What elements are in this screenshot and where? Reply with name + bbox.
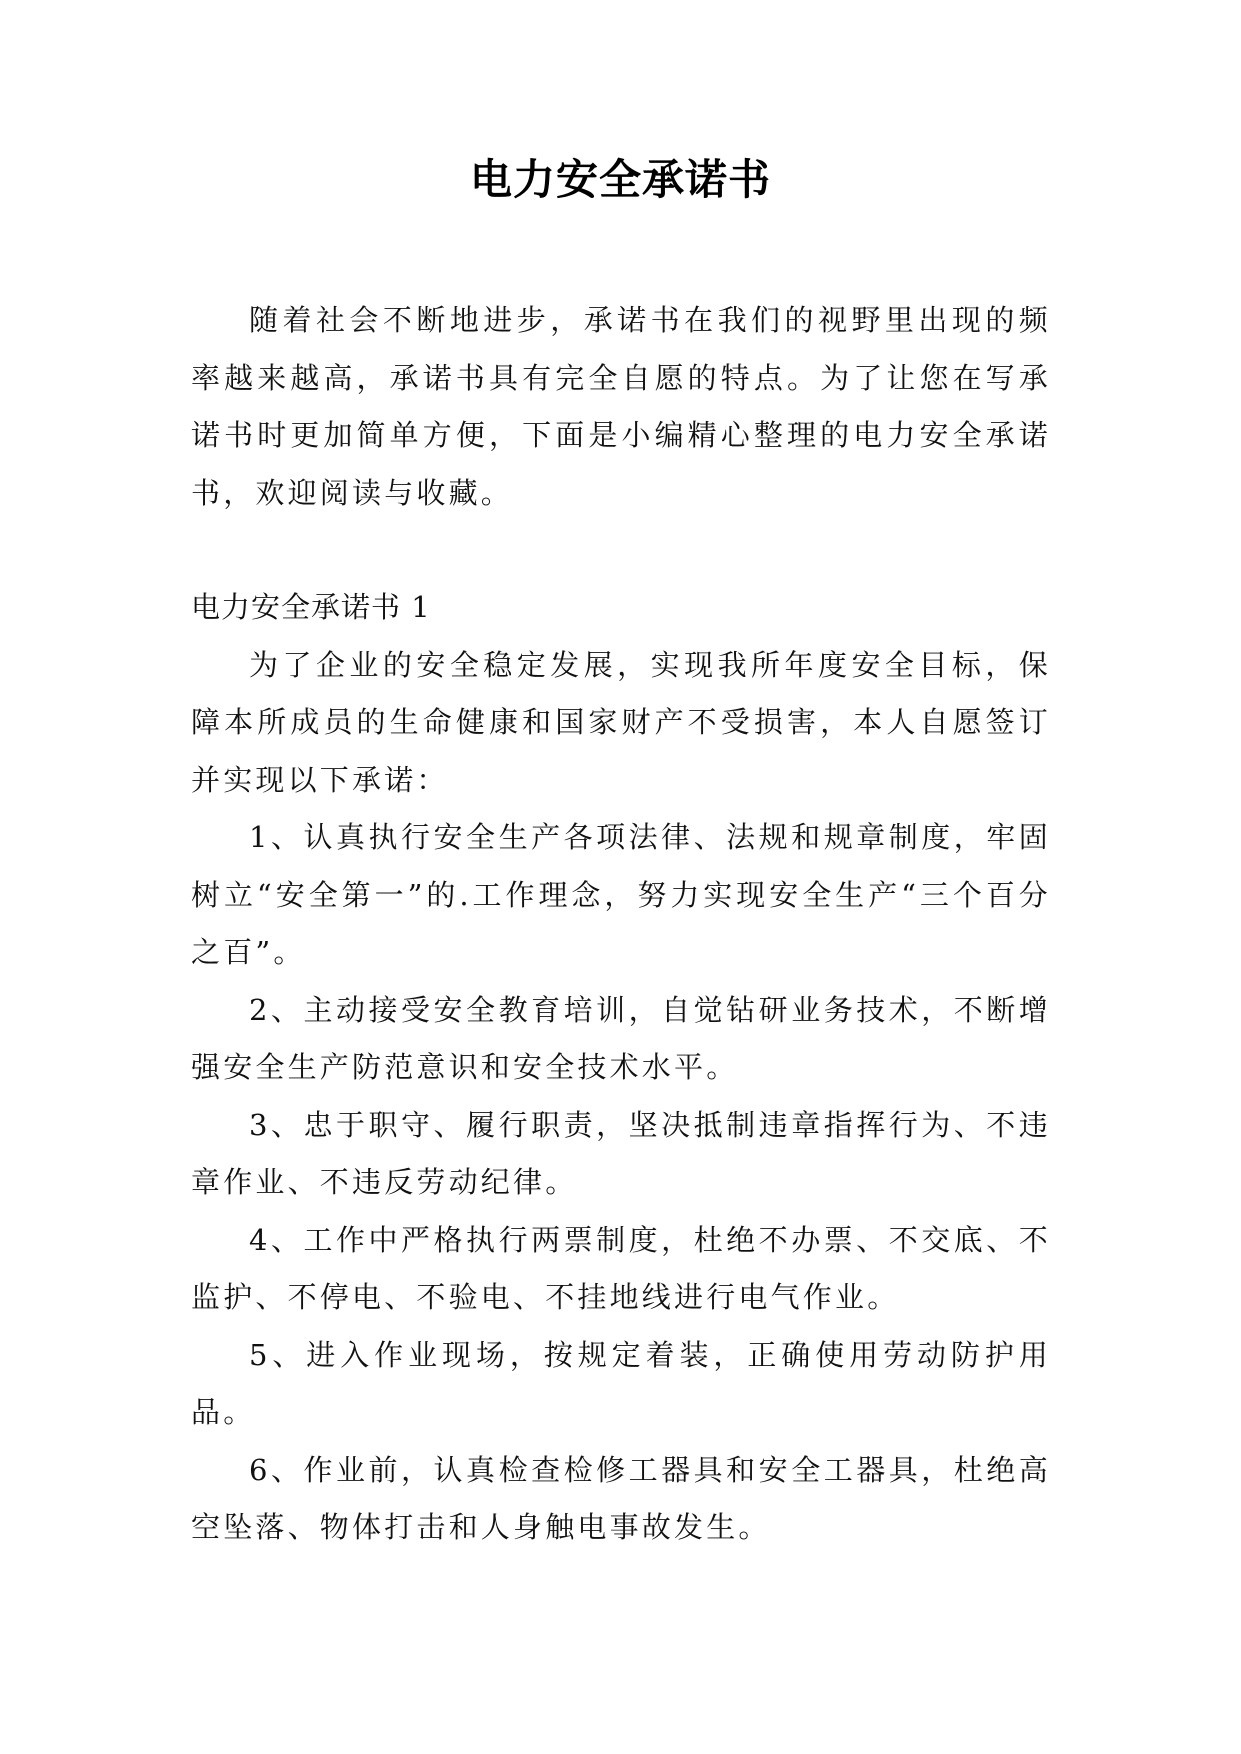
commitment-item-5: 5、进入作业现场，按规定着装，正确使用劳动防护用品。 (191, 1337, 1051, 1429)
commitment-item-1: 1、认真执行安全生产各项法律、法规和规章制度，牢固树立“安全第一”的.工作理念，努力实现安全生产“三个百分之百”。 (191, 820, 1051, 969)
document-title: 电力安全承诺书 (469, 155, 771, 204)
paragraph-spacer (191, 522, 1051, 579)
commitment-item-4: 4、工作中严格执行两票制度，杜绝不办票、不交底、不监护、不停电、不验电、不挂地线进行电气作业。 (191, 1222, 1051, 1314)
document-body (191, 292, 1051, 1557)
section-heading: 电力安全承诺书 1 (191, 590, 431, 624)
commitment-item-3: 3、忠于职守、履行职责，坚决抵制违章指挥行为、不违章作业、不违反劳动纪律。 (191, 1107, 1051, 1199)
commitment-item-6: 6、作业前，认真检查检修工器具和安全工器具，杜绝高空坠落、物体打击和人身触电事故发生。 (191, 1452, 1051, 1544)
intro-paragraph: 随着社会不断地进步，承诺书在我们的视野里出现的频率越来越高，承诺书具有完全自愿的特点。为了让您在写承诺书时更加简单方便，下面是小编精心整理的电力安全承诺书，欢迎阅读与收藏。 (191, 303, 1051, 510)
commitment-preamble: 为了企业的安全稳定发展，实现我所年度安全目标，保障本所成员的生命健康和国家财产不受损害，本人自愿签订并实现以下承诺： (191, 647, 1051, 797)
commitment-item-2: 2、主动接受安全教育培训，自觉钻研业务技术，不断增强安全生产防范意识和安全技术水平。 (191, 992, 1051, 1084)
